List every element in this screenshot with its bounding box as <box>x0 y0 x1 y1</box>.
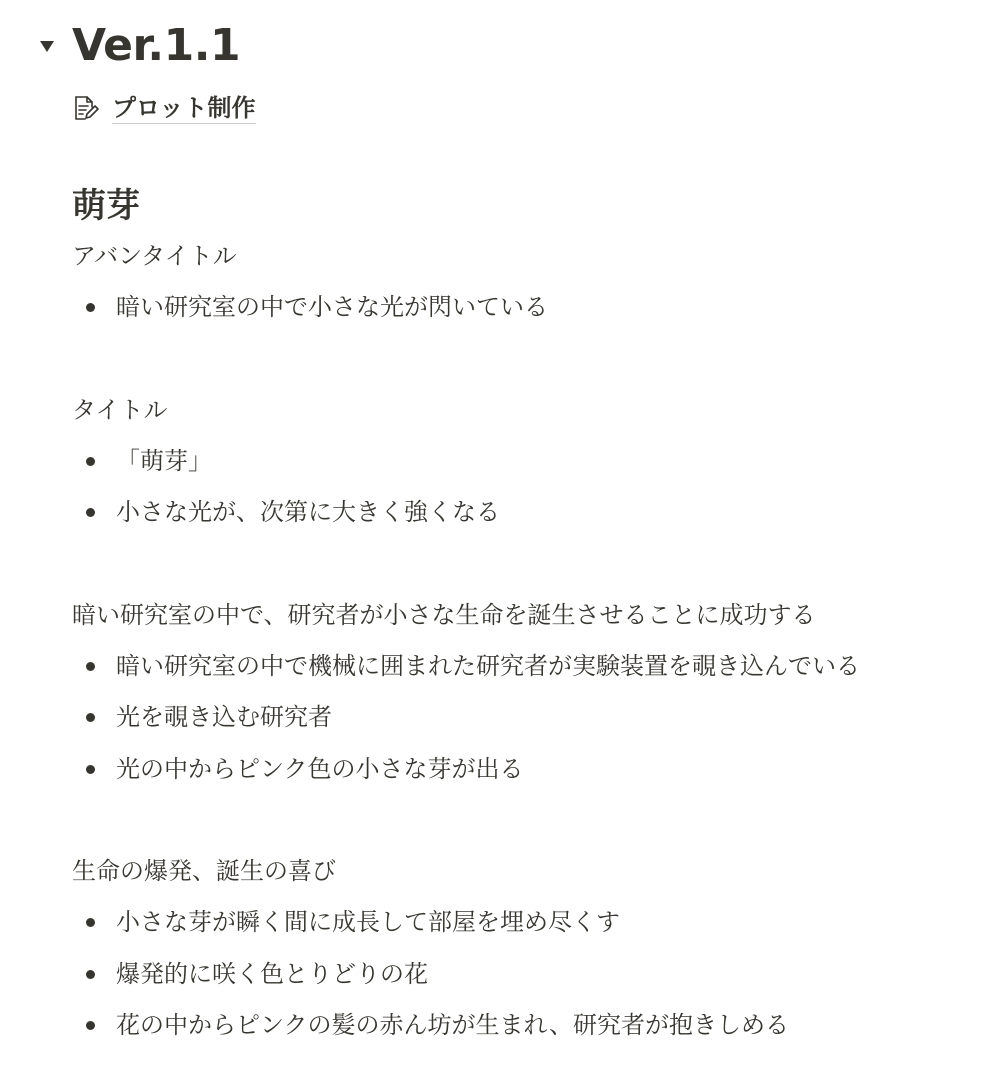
section-heading: 萌芽 <box>72 186 140 226</box>
page-link-plot[interactable] <box>72 86 972 130</box>
document-edit-icon <box>72 93 102 123</box>
section-title: タイトル <box>72 395 168 424</box>
section-life-explosion <box>72 845 972 1052</box>
bullet-list <box>72 641 972 796</box>
section-avant-title <box>72 230 972 334</box>
bullet-list <box>72 897 972 1052</box>
bullet-dot-icon <box>86 970 95 979</box>
list-item: 爆発的に咲く色とりどりの花 <box>72 949 972 1001</box>
list-item: 暗い研究室の中で機械に囲まれた研究者が実験装置を覗き込んでいる <box>72 641 972 693</box>
bullet-list <box>72 436 972 539</box>
triangle-down-icon[interactable] <box>30 29 64 63</box>
bullet-dot-icon <box>86 508 95 517</box>
list-item: 花の中からピンクの髪の赤ん坊が生まれ、研究者が抱きしめる <box>72 1000 972 1052</box>
section-title-block <box>72 384 972 539</box>
list-item: 小さな光が、次第に大きく強くなる <box>72 487 972 539</box>
list-item: 光を覗き込む研究者 <box>72 692 972 744</box>
bullet-dot-icon <box>86 765 95 774</box>
page-title: Ver.1.1 <box>72 20 241 71</box>
bullet-dot-icon <box>86 457 95 466</box>
bullet-dot-icon <box>86 662 95 671</box>
toggle-content <box>72 86 972 1052</box>
bullet-dot-icon <box>86 1021 95 1030</box>
list-item: 「萌芽」 <box>72 436 972 488</box>
page-link-label: プロット制作 <box>112 93 256 122</box>
bullet-dot-icon <box>86 713 95 722</box>
bullet-dot-icon <box>86 918 95 927</box>
bullet-list <box>72 282 972 334</box>
list-item: 光の中からピンク色の小さな芽が出る <box>72 744 972 796</box>
section-title: 暗い研究室の中で、研究者が小さな生命を誕生させることに成功する <box>72 600 816 629</box>
list-item: 暗い研究室の中で小さな光が閃いている <box>72 282 972 334</box>
section-title: アバンタイトル <box>72 242 237 270</box>
section-title: 生命の爆発、誕生の喜び <box>72 857 336 885</box>
list-item: 小さな芽が瞬く間に成長して部屋を埋め尽くす <box>72 897 972 949</box>
toggle-heading <box>30 14 240 78</box>
bullet-dot-icon <box>86 303 95 312</box>
section-lab-scene <box>72 589 972 796</box>
